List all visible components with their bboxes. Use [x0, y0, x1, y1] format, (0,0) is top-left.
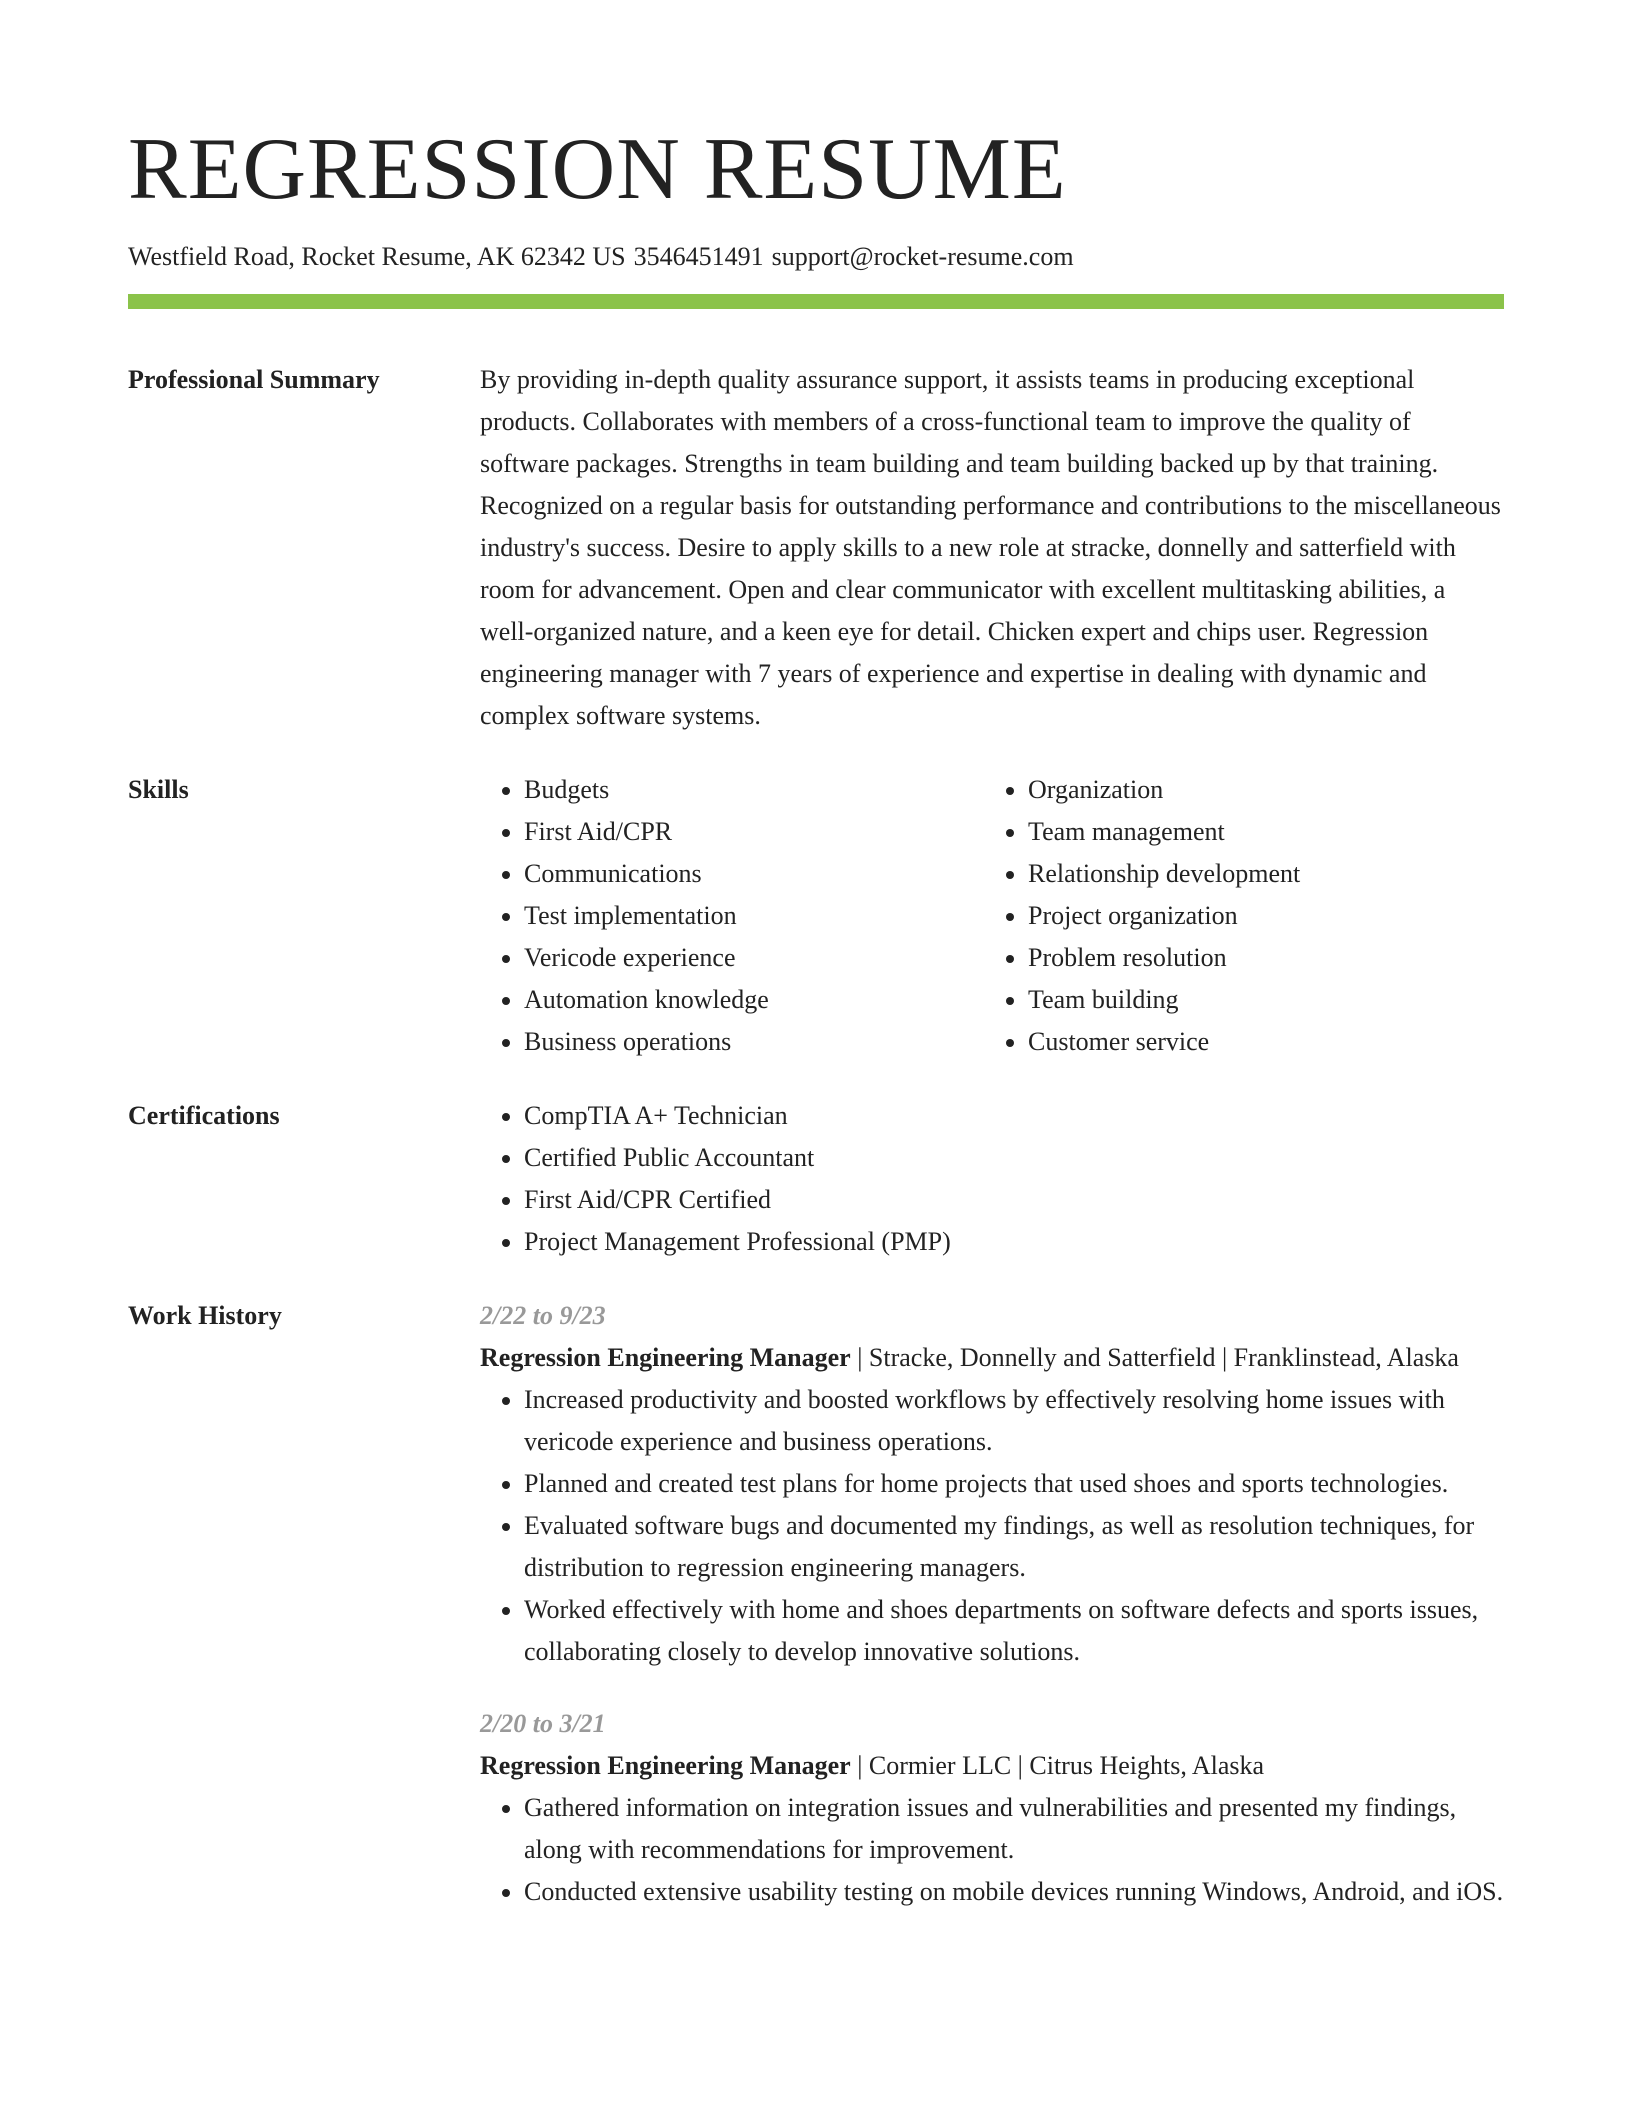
- list-item: • CompTIA A+ Technician: [524, 1095, 1504, 1137]
- resume-name: REGRESSION RESUME: [128, 121, 1067, 218]
- list-item: • Organization: [1028, 769, 1488, 811]
- list-item: • Relationship development: [1028, 853, 1488, 895]
- contact-line: [128, 240, 1504, 274]
- contact-phone: 3546451491: [633, 242, 764, 271]
- list-item: • Gathered information on integration issues and vulnerabilities and presented my findings, along with recommendations for improvement.: [524, 1787, 1504, 1871]
- resume-page: [128, 118, 1504, 1913]
- certifications-list: [480, 1095, 1504, 1263]
- list-item: • Increased productivity and boosted workflows by effectively resolving home issues with vericode experience and business operations.: [524, 1379, 1504, 1463]
- list-item: • Worked effectively with home and shoes departments on software defects and sports issues, collaborating closely to develop innovative solutions.: [524, 1589, 1504, 1673]
- list-item: • Evaluated software bugs and documented my findings, as well as resolution techniques, for distribution to regression engineering managers.: [524, 1505, 1504, 1589]
- list-item: • Automation knowledge: [524, 979, 984, 1021]
- skills-column-right: [984, 769, 1488, 1063]
- job-bullets: [480, 1787, 1504, 1913]
- list-item: • Team management: [1028, 811, 1488, 853]
- job-title: Regression Engineering Manager: [480, 1343, 851, 1372]
- skills-section: [128, 769, 1504, 1063]
- job-entry: [480, 1295, 1504, 1673]
- list-item: • First Aid/CPR Certified: [524, 1179, 1504, 1221]
- list-item: • Communications: [524, 853, 984, 895]
- job-details: | Cormier LLC | Citrus Heights, Alaska: [850, 1751, 1265, 1780]
- job-heading: [480, 1337, 1504, 1379]
- skills-list-right: [984, 769, 1488, 1063]
- skills-list-left: [480, 769, 984, 1063]
- skills-column-left: [480, 769, 984, 1063]
- header-divider: [128, 294, 1504, 309]
- list-item: • First Aid/CPR: [524, 811, 984, 853]
- list-item: • Team building: [1028, 979, 1488, 1021]
- list-item: • Test implementation: [524, 895, 984, 937]
- list-item: • Customer service: [1028, 1021, 1488, 1063]
- job-details: | Stracke, Donnelly and Satterfield | Franklinstead, Alaska: [850, 1343, 1459, 1372]
- section-label-work-history: Work History: [128, 1301, 282, 1330]
- list-item: • Certified Public Accountant: [524, 1137, 1504, 1179]
- job-heading: [480, 1745, 1504, 1787]
- list-item: • Conducted extensive usability testing on mobile devices running Windows, Android, and iOS.: [524, 1871, 1504, 1913]
- job-bullets: [480, 1379, 1504, 1673]
- list-item: • Budgets: [524, 769, 984, 811]
- summary-section: [128, 359, 1504, 737]
- contact-address: Westfield Road, Rocket Resume, AK 62342 US: [128, 242, 626, 271]
- certifications-body: [480, 1095, 1504, 1263]
- skills-body: [480, 769, 1504, 1063]
- list-item: • Vericode experience: [524, 937, 984, 979]
- work-history-section: [128, 1295, 1504, 1913]
- list-item: • Project Management Professional (PMP): [524, 1221, 1504, 1263]
- job-dates: 2/22 to 9/23: [480, 1301, 606, 1330]
- section-label-summary: Professional Summary: [128, 365, 380, 394]
- section-label-skills: Skills: [128, 775, 189, 804]
- job-dates: 2/20 to 3/21: [480, 1709, 606, 1738]
- job-entry: [480, 1703, 1504, 1913]
- summary-text: By providing in-depth quality assurance support, it assists teams in producing exceptional products. Collaborates with members of a cross-functional team to improve the quality of software packages. Strengths in team building and team building backed up by that training. Recognized on a regular basis for outstanding performance and contributions to the miscellaneous industry's success. Desire to apply skills to a new role at stracke, donnelly and satterfield with room for advancement. Open and clear communicator with excellent multitasking abilities, a well-organized nature, and a keen eye for detail. Chicken expert and chips user. Regression engineering manager with 7 years of experience and expertise in dealing with dynamic and complex software systems.: [480, 365, 1501, 730]
- contact-email: support@rocket-resume.com: [771, 242, 1074, 271]
- section-label-certifications: Certifications: [128, 1101, 280, 1130]
- list-item: • Business operations: [524, 1021, 984, 1063]
- list-item: • Project organization: [1028, 895, 1488, 937]
- list-item: • Problem resolution: [1028, 937, 1488, 979]
- job-title: Regression Engineering Manager: [480, 1751, 851, 1780]
- skills-grid: [480, 769, 1504, 1063]
- list-item: • Planned and created test plans for home projects that used shoes and sports technologies.: [524, 1463, 1504, 1505]
- certifications-section: [128, 1095, 1504, 1263]
- work-history-body: [480, 1295, 1504, 1913]
